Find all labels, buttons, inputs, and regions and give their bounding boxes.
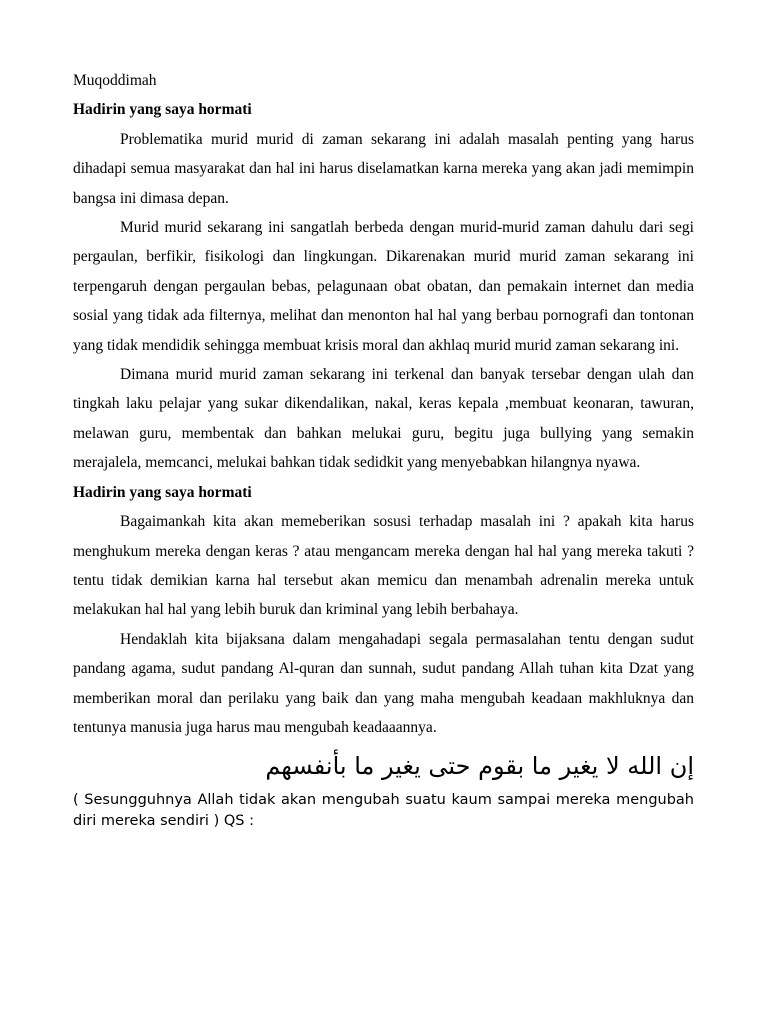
greeting-heading: Hadirin yang saya hormati [73,101,252,119]
paragraph: Problematika murid murid di zaman sekarang ini adalah masalah penting yang harus dihadapi semua masyarakat dan hal ini harus diselamatkan karna mereka yang akan jadi memimpin bangsa ini dimasa depan. [73,130,694,207]
document-page [73,66,694,832]
paragraph: Bagaimankah kita akan memeberikan sosusi terhadap masalah ini ? apakah kita harus menghukum mereka dengan keras ? atau mengancam mereka dengan hal hal yang mereka takuti ? tentu tidak demikian karna hal tersebut akan memicu dan menambah adrenalin mereka untuk melakukan hal hal yang lebih buruk dan kriminal yang lebih berbahaya. [73,513,694,619]
paragraph: Hendaklah kita bijaksana dalam mengahadapi segala permasalahan tentu dengan sudut pandang agama, sudut pandang Al-quran dan sunnah, sudut pandang Allah tuhan kita Dzat yang memberikan moral dan perilaku yang baik dan yang maha mengubah keadaan makhluknya dan tentunya manusia juga harus mau mengubah keadaaannya. [73,630,694,736]
greeting-heading-2: Hadirin yang saya hormati [73,483,252,501]
arabic-verse: إن الله لا يغير ما بقوم حتى يغير ما بأنفسهم [265,752,694,781]
opening-title: Muqoddimah [73,72,157,89]
verse-translation: ( Sesungguhnya Allah tidak akan mengubah suatu kaum sampai mereka mengubah diri mereka sendiri ) QS : [73,792,694,830]
paragraph: Dimana murid murid zaman sekarang ini terkenal dan banyak tersebar dengan ulah dan tingkah laku pelajar yang sukar dikendalikan, nakal, keras kepala ,membuat keonaran, tawuran, melawan guru, membentak dan bahkan melukai guru, begitu juga bullying yang semakin merajalela, memcanci, melukai bahkan tidak sedidkit yang menyebabkan hilangnya nyawa. [73,366,694,472]
paragraph: Murid murid sekarang ini sangatlah berbeda dengan murid-murid zaman dahulu dari segi pergaulan, berfikir, fisikologi dan lingkungan. Dikarenakan murid murid zaman sekarang ini terpengaruh dengan pergaulan bebas, pelagunaan obat obatan, dan pemakain internet dan media sosial yang tidak ada filternya, melihat dan menonton hal hal yang berbau pornografi dan tontonan yang tidak mendidik sehingga membuat krisis moral dan akhlaq murid murid zaman sekarang ini. [73,219,694,354]
